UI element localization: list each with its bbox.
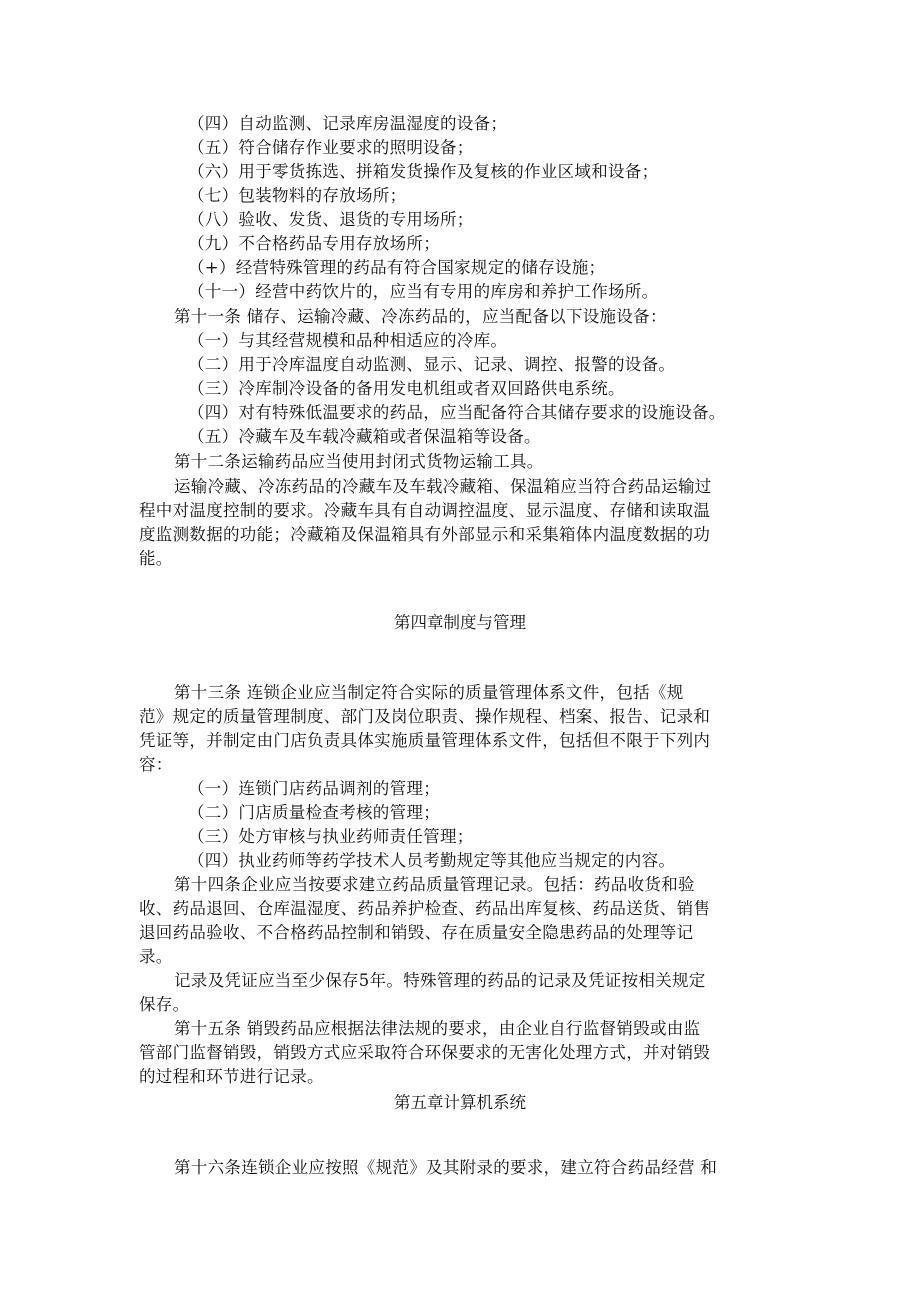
facility-item-4: （四）自动监测、记录库房温湿度的设备； (188, 114, 508, 133)
article-14-line-4: 录。 (139, 947, 173, 966)
article-12-para-line-2: 程中对温度控制的要求。冷藏车具有自动调控温度、显示温度、存储和读取温 (139, 501, 711, 520)
article-12-para-line-1: 运输冷藏、冷冻药品的冷藏车及车载冷藏箱、保温箱应当符合药品运输过 (174, 477, 712, 496)
article-15-line-3: 的过程和环节进行记录。 (139, 1067, 324, 1086)
content-item-3: （三）处方审核与执业药师责任管理； (188, 827, 474, 846)
article-12: 第十二条运输药品应当使用封闭式货物运输工具。 (174, 452, 544, 471)
facility-item-9: （九）不合格药品专用存放场所； (188, 234, 440, 253)
facility-item-11: （十一）经营中药饮片的，应当有专用的库房和养护工作场所。 (188, 282, 659, 301)
facility-item-10: （+）经营特殊管理的药品有符合国家规定的储存设施； (188, 258, 606, 277)
facility-item-7: （七）包装物料的存放场所； (188, 186, 407, 205)
facility-item-6: （六）用于零货拣选、拼箱发货操作及复核的作业区域和设备； (188, 162, 659, 181)
cold-item-2: （二）用于冷库温度自动监测、显示、记录、调控、报警的设备。 (188, 355, 676, 374)
cold-item-1: （一）与其经营规模和品种相适应的冷库。 (188, 331, 508, 350)
article-12-para-line-4: 能。 (139, 549, 173, 568)
article-14-para-line-2: 保存。 (139, 995, 190, 1014)
article-14-line-3: 退回药品验收、不合格药品控制和销毁、存在质量安全隐患药品的处理等记 (139, 923, 694, 942)
article-15-line-1: 第十五条 销毁药品应根据法律法规的要求，由企业自行监督销毁或由监 (174, 1019, 701, 1038)
article-13-line-2: 范》规定的质量管理制度、部门及岗位职责、操作规程、档案、报告、记录和 (139, 707, 711, 726)
article-13-line-4: 容： (139, 755, 173, 774)
article-14-line-2: 收、药品退回、仓库温湿度、药品养护检查、药品出库复核、药品送货、销售 (139, 899, 711, 918)
content-item-2: （二）门店质量检查考核的管理； (188, 803, 440, 822)
chapter-5-title: 第五章计算机系统 (394, 1093, 526, 1112)
facility-item-8: （八）验收、发货、退货的专用场所； (188, 210, 474, 229)
content-item-1: （一）连锁门店药品调剂的管理； (188, 779, 440, 798)
article-12-para-line-3: 度监测数据的功能；冷藏箱及保温箱具有外部显示和采集箱体内温度数据的功 (139, 525, 711, 544)
article-14-line-1: 第十四条企业应当按要求建立药品质量管理记录。包括：药品收货和验 (174, 875, 695, 894)
cold-item-4: （四）对有特殊低温要求的药品，应当配备符合其储存要求的设施设备。 (188, 403, 726, 422)
article-16-line-1: 第十六条连锁企业应按照《规范》及其附录的要求，建立符合药品经营 和 (174, 1158, 718, 1177)
cold-item-5: （五）冷藏车及车载冷藏箱或者保温箱等设备。 (188, 427, 541, 446)
article-13-line-3: 凭证等，并制定由门店负责具体实施质量管理体系文件，包括但不限于下列内 (139, 731, 711, 750)
chapter-4-title: 第四章制度与管理 (394, 613, 526, 632)
facility-item-5: （五）符合储存作业要求的照明设备； (188, 138, 474, 157)
content-item-4: （四）执业药师等药学技术人员考勤规定等其他应当规定的内容。 (188, 851, 676, 870)
article-13-line-1: 第十三条 连锁企业应当制定符合实际的质量管理体系文件，包括《规 (174, 683, 684, 702)
article-14-para-line-1: 记录及凭证应当至少保存5年。特殊管理的药品的记录及凭证按相关规定 (174, 971, 706, 990)
cold-item-3: （三）冷库制冷设备的备用发电机组或者双回路供电系统。 (188, 379, 625, 398)
article-15-line-2: 管部门监督销毁，销毁方式应采取符合环保要求的无害化处理方式，并对销毁 (139, 1043, 711, 1062)
article-11: 第十一条 储存、运输冷藏、冷冻药品的，应当配备以下设施设备： (174, 307, 667, 326)
